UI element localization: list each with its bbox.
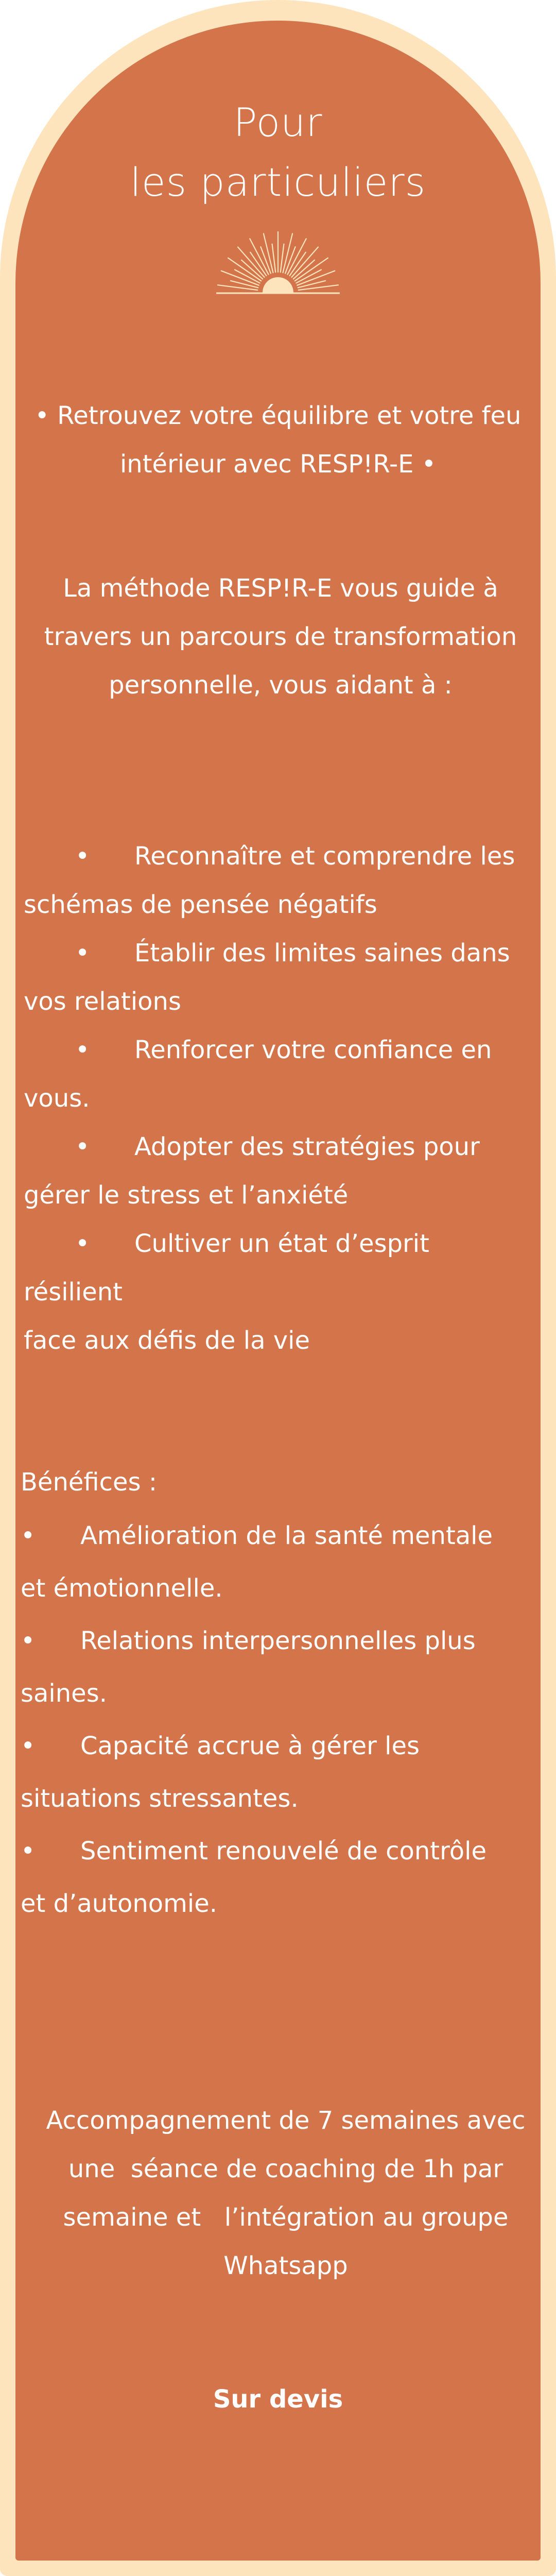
bullet-icon: • bbox=[21, 1521, 36, 1550]
bullet-icon: • bbox=[21, 1837, 36, 1866]
list-item: • Amélioration de la santé mentale et émotionnelle. bbox=[21, 1510, 533, 1615]
title-line-1: Pour bbox=[233, 99, 323, 145]
method-line-3: personnelle, vous aidant à : bbox=[109, 671, 453, 700]
bullet-icon: • bbox=[21, 1732, 36, 1760]
offer-text bbox=[36, 2048, 535, 2290]
bullet-icon: • bbox=[21, 1626, 36, 1655]
list-item: • Reconnaître et comprendre les schémas de pensée négatifs bbox=[24, 832, 536, 929]
offer-line-2: une séance de coaching de 1h par bbox=[68, 2155, 503, 2183]
method-line-1: La méthode RESP!R-E vous guide à bbox=[63, 574, 498, 603]
sunburst-icon bbox=[216, 227, 340, 304]
sunburst-ray bbox=[238, 247, 265, 278]
bullet-icon: • bbox=[75, 939, 90, 968]
sunburst-ray bbox=[281, 244, 284, 273]
title-line-2: les particuliers bbox=[130, 159, 426, 205]
aims-list bbox=[24, 832, 536, 1365]
intro-line-1: • Retrouvez votre équilibre et votre feu bbox=[34, 401, 522, 430]
method-text bbox=[36, 564, 525, 709]
page-title bbox=[15, 93, 541, 212]
offer-line-1: Accompagnement de 7 semaines avec bbox=[46, 2106, 526, 2135]
list-item: • Renforcer votre confiance en vous. bbox=[24, 1026, 536, 1123]
list-item: • Cultiver un état d’esprit résilient face aux défis de la vie bbox=[24, 1219, 536, 1365]
intro-line-2: intérieur avec RESP!R-E • bbox=[119, 450, 437, 479]
benefits-list bbox=[21, 1510, 533, 1930]
bullet-icon: • bbox=[75, 1036, 90, 1064]
bullet-icon: • bbox=[75, 1132, 90, 1161]
method-line-2: travers un parcours de transformation bbox=[44, 622, 517, 651]
price-label: Sur devis bbox=[213, 2385, 343, 2414]
offer-line-4: Whatsapp bbox=[223, 2251, 348, 2280]
intro-text bbox=[26, 392, 530, 488]
arch-panel bbox=[15, 21, 541, 2561]
list-item: • Sentiment renouvelé de contrôle et d’autonomie. bbox=[21, 1825, 533, 1930]
bullet-icon: • bbox=[75, 842, 90, 871]
offer-line-3: semaine et l’intégration au groupe bbox=[63, 2203, 509, 2232]
sunburst-ray bbox=[272, 244, 276, 273]
benefits-heading: Bénéfices : bbox=[21, 1468, 158, 1497]
bullet-icon: • bbox=[75, 1229, 90, 1258]
sunburst-ray bbox=[292, 247, 319, 278]
list-item: • Établir des limites saines dans vos relations bbox=[24, 929, 536, 1026]
list-item: • Capacité accrue à gérer les situations stressantes. bbox=[21, 1720, 533, 1825]
list-item: • Relations interpersonnelles plus saines. bbox=[21, 1615, 533, 1720]
list-item: • Adopter des stratégies pour gérer le stress et l’anxiété bbox=[24, 1123, 536, 1219]
